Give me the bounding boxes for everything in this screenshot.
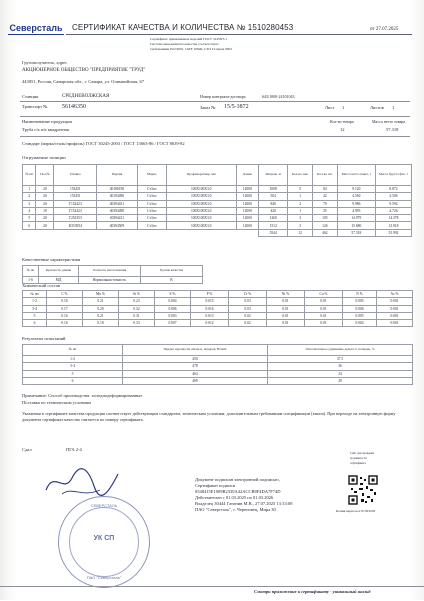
table-row <box>23 222 412 229</box>
company-stamp <box>58 496 150 588</box>
esign-line: Действителен с 01.03.2025 по 01.03.2026 <box>195 495 274 500</box>
note-production-method: Примечание: Способ производства: холоднодеформированные <box>22 393 143 398</box>
table-cell: 0.01 <box>305 312 343 319</box>
table-cell: 0.01 <box>305 298 343 305</box>
col-header: Ni % <box>267 291 305 298</box>
table-cell: 100Х100Х3.0 <box>166 215 236 222</box>
col-header: S % <box>155 291 191 298</box>
stamp-top-text: СЕВЕРСТАЛЬ <box>90 503 118 508</box>
table-cell: 40180190 <box>97 186 137 193</box>
table-cell: 34 <box>268 370 413 377</box>
table-cell: 0.01 <box>267 312 305 319</box>
table-cell: 0.01 <box>267 298 305 305</box>
positions-table <box>22 164 412 237</box>
table-cell: Ст3сп <box>137 186 166 193</box>
table-cell: 0.21 <box>83 298 119 305</box>
product-mass-label: Масса нетто товара <box>372 119 406 124</box>
contract-value: 643/1000-24101043 <box>262 94 295 99</box>
table-cell: 3 <box>23 200 36 207</box>
table-cell: Г152423 <box>54 207 97 214</box>
table-cell: 153451 <box>54 186 97 193</box>
table-cell: 12000 <box>236 186 258 193</box>
table-cell: 84 <box>313 186 338 193</box>
col-header: Предел прочности сигма-в, поперек, Н/мм2 <box>123 345 268 356</box>
product-qty: 12 <box>340 127 345 132</box>
table-cell: 3 <box>288 215 313 222</box>
esign-line: ПАО "Северсталь", г. Череповец, Мира 30 <box>195 507 276 512</box>
table-cell: 0.005 <box>343 312 377 319</box>
table-cell: 12000 <box>236 207 258 214</box>
col-header: № пп <box>23 266 39 277</box>
product-mass: 57.318 <box>386 127 399 132</box>
table-cell: 0.006 <box>343 305 377 312</box>
col-header: Партия <box>97 165 137 186</box>
table-cell: 6 <box>23 320 47 327</box>
table-cell: 0.001 <box>377 298 413 305</box>
table-row <box>23 370 413 377</box>
sheets-label: Листов <box>370 105 384 110</box>
table-cell: 126 <box>313 222 338 229</box>
table-cell: Ст3сп <box>137 222 166 229</box>
qr-caption-line: сертификата <box>350 461 366 465</box>
table-cell: 10 <box>36 207 54 214</box>
table-cell: Г252353 <box>54 215 97 222</box>
col-header: As % <box>377 291 413 298</box>
table-cell: 29 <box>268 377 413 384</box>
stamp-center-text: УК СП <box>93 535 115 542</box>
table-cell: 1-6 <box>23 277 39 284</box>
table-cell: 2 <box>23 193 36 200</box>
order-value: 15/5-3872 <box>224 104 249 110</box>
chemistry-label: Химический состав <box>22 283 60 288</box>
table-row <box>23 363 413 370</box>
chemistry-header-row <box>23 291 413 298</box>
esign-line: Документ подписан электронной подписью, <box>195 477 280 482</box>
brand-name: Северсталь <box>9 23 63 33</box>
qr-caption-line: Сайт для проверки <box>350 451 375 455</box>
col-header: Mn % <box>83 291 119 298</box>
product-qty-label: Кол-во товара <box>330 119 354 124</box>
col-header: Относительное удлинение дельта-5, поперек, % <box>268 345 413 356</box>
table-cell: 8.872 <box>375 186 411 193</box>
table-cell: 0.001 <box>377 312 413 319</box>
esign-line: Сертификат подписи <box>195 483 236 488</box>
table-cell: 0.01 <box>305 320 343 327</box>
table-cell: 1 <box>288 193 313 200</box>
table-cell: 12000 <box>236 215 258 222</box>
table-cell: 20 <box>36 222 54 229</box>
severstal-logo <box>8 22 64 35</box>
table-cell: 9.592 <box>375 200 411 207</box>
table-cell: 0.32 <box>119 305 155 312</box>
order-label: Заказ № <box>200 105 216 110</box>
total-packs: 12 <box>288 229 313 236</box>
table-cell: 100Х100Х3.0 <box>166 193 236 200</box>
table-cell: 0.012 <box>191 320 229 327</box>
table-cell: 0.02 <box>229 320 267 327</box>
sheet-value: 1 <box>342 105 345 110</box>
table-row <box>23 298 413 305</box>
table-cell: 12000 <box>236 200 258 207</box>
chemistry-table <box>22 290 413 327</box>
col-header: Профилеразмер, мм <box>166 165 236 186</box>
table-cell: 1-2 <box>23 298 47 305</box>
col-header: № пп <box>23 345 123 356</box>
table-cell: 0.16 <box>47 298 83 305</box>
table-cell: 0.17 <box>47 305 83 312</box>
qr-code-icon[interactable] <box>348 475 378 505</box>
tests-label: Результаты испытаний <box>22 336 66 341</box>
table-cell: 20 <box>36 215 54 222</box>
tests-table <box>22 344 413 385</box>
table-row <box>23 200 412 207</box>
table-cell: 0.006 <box>155 305 191 312</box>
table-cell: 0.007 <box>155 320 191 327</box>
table-cell: 20 <box>36 200 54 207</box>
col-header: Поз.№ <box>36 165 54 186</box>
table-cell: 0.01 <box>267 305 305 312</box>
cert-line-3: требованиям ISO 9001, IATF 16949, СТО Газпром 9001 <box>150 47 233 51</box>
col-header: Cr % <box>229 291 267 298</box>
table-cell: 0.21 <box>83 312 119 319</box>
table-cell: 0.005 <box>343 298 377 305</box>
table-cell: 0.003 <box>155 312 191 319</box>
table-cell: 42 <box>313 193 338 200</box>
total-pieces: 462 <box>313 229 338 236</box>
table-cell: 464 <box>123 370 268 377</box>
table-cell: 1 <box>23 186 36 193</box>
table-cell: 12000 <box>236 193 258 200</box>
table-cell: 1512 <box>259 222 288 229</box>
table-cell: 153451 <box>54 193 97 200</box>
table-cell: 504 <box>259 193 288 200</box>
table-cell: 6 <box>23 377 123 384</box>
table-cell: 35 <box>313 207 338 214</box>
table-cell: 1260 <box>259 215 288 222</box>
table-cell: МД <box>39 277 79 284</box>
product-name-label: Наименование продукции <box>22 119 72 124</box>
table-cell: 12000 <box>236 222 258 229</box>
quality-label: Качественные характеристики <box>22 257 81 262</box>
table-cell: 6 <box>23 222 36 229</box>
positions-label: Отгружаемые позиции <box>22 155 66 160</box>
product-divider-2 <box>20 136 410 137</box>
table-cell: 100Х100Х3.0 <box>166 186 236 193</box>
table-cell: 0.01 <box>305 305 343 312</box>
consignee-label: Грузополучатель, адрес <box>22 60 68 65</box>
consignee-address: 443051, Россия, Самарская обл., г. Самара, ул. Олимпийская, 67 <box>22 79 144 84</box>
table-cell: 0.16 <box>47 320 83 327</box>
table-cell: 40394490 <box>97 207 137 214</box>
tests-header-row <box>23 345 413 356</box>
total-gross-mass: 55.992 <box>375 229 411 236</box>
col-header: Плавка <box>54 165 97 186</box>
col-header: Кол-во шт. <box>313 165 338 186</box>
col-header: Si % <box>119 291 155 298</box>
consignee-name: АКЦИОНЕРНОЕ ОБЩЕСТВО "ПРЕДПРИЯТИЕ "ТРУД" <box>22 68 146 73</box>
quality-header-row <box>23 266 203 277</box>
table-cell: 40394509 <box>97 222 137 229</box>
table-cell: 105 <box>313 215 338 222</box>
table-cell: 1 <box>288 207 313 214</box>
table-cell: Ст3сп <box>137 215 166 222</box>
handed-over-label: Сдал <box>22 447 32 452</box>
table-cell: Ст3сп <box>137 193 166 200</box>
table-row <box>23 186 412 193</box>
table-cell: 0.23 <box>119 298 155 305</box>
note-delivery: Поставка по техническим условиям <box>22 400 91 405</box>
contract-label: Номер контракта-договора <box>200 94 246 99</box>
table-cell: 4.506 <box>375 193 411 200</box>
wagon-label: Транспорт № <box>22 104 48 109</box>
quality-table <box>22 265 203 284</box>
table-cell: 3 <box>288 222 313 229</box>
table-cell: 0.03 <box>229 305 267 312</box>
table-cell: Ст3сп <box>137 200 166 207</box>
table-cell: 4 <box>23 207 36 214</box>
table-cell: 0.16 <box>47 312 83 319</box>
shipment-divider <box>20 101 410 102</box>
sheet-label: Лист <box>325 105 335 110</box>
qr-caption-line: подлинности <box>350 456 367 460</box>
table-cell: 478 <box>123 363 268 370</box>
handed-over-code: ПГА 2-4 <box>66 447 82 452</box>
handwritten-signature <box>42 464 122 500</box>
col-header: Кол-во пак. <box>288 165 313 186</box>
stamp-inner-ring <box>69 507 139 577</box>
table-cell: Г152423 <box>54 200 97 207</box>
table-cell: 1-2 <box>23 356 123 363</box>
total-meterage: 5544 <box>259 229 288 236</box>
table-cell: 1008 <box>259 186 288 193</box>
table-row <box>23 320 413 327</box>
table-row <box>23 215 412 222</box>
table-row <box>23 377 413 384</box>
table-cell: 0.20 <box>83 305 119 312</box>
table-cell: 0.02 <box>229 312 267 319</box>
col-header: Метраж, м <box>259 165 288 186</box>
table-cell: 100Х100Х3.0 <box>166 200 236 207</box>
table-cell: 2 <box>288 200 313 207</box>
product-divider <box>20 116 410 117</box>
total-net-mass: 57.318 <box>337 229 375 236</box>
compliance-paragraph: Указанная в сертификате качества продукция соответствует действующим стандартам, техническим условиям, дополнительным требованиям спецификации (заказа). При переходе на электронную форму документа сертификат качества считается по номеру сертификата. <box>22 411 396 422</box>
table-row <box>23 312 413 319</box>
table-row <box>23 193 412 200</box>
table-cell: Ст3сп <box>137 207 166 214</box>
table-cell: 5 <box>23 312 47 319</box>
cert-line-2: Система менеджмента качества соответствует <box>150 42 219 46</box>
table-cell: 0.18 <box>83 320 119 327</box>
table-cell: 13.918 <box>375 222 411 229</box>
table-cell: 3-4 <box>23 363 123 370</box>
table-cell: 0.33 <box>119 320 155 327</box>
table-cell: 37.5 <box>268 356 413 363</box>
table-cell: 14.378 <box>375 215 411 222</box>
col-header: Точность изготовления <box>79 266 141 277</box>
certificate-date: от 27.07.2025 <box>370 27 399 32</box>
table-cell: 70 <box>313 200 338 207</box>
col-header: Марка <box>137 165 166 186</box>
table-cell: 40394411 <box>97 215 137 222</box>
col-header: N % <box>343 291 377 298</box>
table-cell: 450 <box>123 356 268 363</box>
table-cell: 0.015 <box>191 298 229 305</box>
positions-header-row <box>23 165 412 186</box>
copy-verified-note: Копия верна кол 01503203 <box>336 509 376 513</box>
table-cell: 0.01 <box>267 320 305 327</box>
certificate-title: СЕРТИФИКАТ КАЧЕСТВА И КОЛИЧЕСТВА № 1510280453 <box>72 23 294 32</box>
table-cell: 14.979 <box>337 215 375 222</box>
table-cell: 469 <box>123 377 268 384</box>
product-name: Труба г/к п/к квадратная <box>22 127 69 132</box>
col-header: Масса нетто пакет, т <box>337 165 375 186</box>
electronic-signature-block <box>195 478 305 522</box>
table-row <box>23 356 413 363</box>
table-cell: 5 <box>23 215 36 222</box>
totals-row <box>23 229 412 236</box>
table-cell: 9.986 <box>337 200 375 207</box>
table-cell: Нормальная точность <box>79 277 141 284</box>
col-header: Масса брутто фак. т <box>375 165 411 186</box>
table-cell: К353954 <box>54 222 97 229</box>
table-cell: 4.726 <box>375 207 411 214</box>
col-header: № пп <box>23 291 47 298</box>
col-header: Кратность длины <box>39 266 79 277</box>
product-standard: Стандарт (марка/сталь/профиль) ГОСТ 30245-2003 / ГОСТ 13663-86 / ГОСТ 8639-82 <box>22 141 185 146</box>
table-cell: 20 <box>36 193 54 200</box>
esign-line: 0548415E1009B2339A42ACCB8F4DA7F74D <box>195 489 281 494</box>
station-label: Станция <box>22 94 39 99</box>
sheets-value: 1 <box>392 105 395 110</box>
table-cell: 36 <box>268 363 413 370</box>
table-row <box>23 207 412 214</box>
table-row <box>23 305 413 312</box>
table-cell: 5 <box>288 186 313 193</box>
table-cell: 0.004 <box>343 320 377 327</box>
table-cell: 100Х100Х3.0 <box>166 222 236 229</box>
col-header: № пп <box>23 165 36 186</box>
table-cell: 0.03 <box>229 298 267 305</box>
table-cell: 20 <box>36 186 54 193</box>
table-cell: 0.001 <box>377 320 413 327</box>
stamp-bottom-text: ПАО "Северсталь" <box>86 575 122 580</box>
table-cell: 0.013 <box>191 312 229 319</box>
table-cell: 420 <box>259 207 288 214</box>
table-cell: 15.680 <box>337 222 375 229</box>
table-cell: 3-4 <box>23 305 47 312</box>
table-cell: 5 <box>23 370 123 377</box>
table-cell: 40394431 <box>97 200 137 207</box>
col-header: Cu % <box>305 291 343 298</box>
col-header: P % <box>191 291 229 298</box>
table-cell: 840 <box>259 200 288 207</box>
col-header: Группа качества <box>141 266 203 277</box>
table-cell: 4.993 <box>337 207 375 214</box>
wagon-value: 56146350 <box>62 104 86 110</box>
table-cell: 100Х100Х3.0 <box>166 207 236 214</box>
footer-attachment-note: Смотри приложение к сертификату - уникальный шильд <box>254 589 371 594</box>
cert-line-1: Сертификат применяемых изделий ГОСТ 31458/3.1 <box>150 37 228 41</box>
table-cell: 40194490 <box>97 193 137 200</box>
table-cell: 4.560 <box>337 193 375 200</box>
col-header: C % <box>47 291 83 298</box>
table-cell: 0.004 <box>155 298 191 305</box>
table-cell: 9.120 <box>337 186 375 193</box>
col-header: Длина <box>236 165 258 186</box>
table-cell: 0.31 <box>119 312 155 319</box>
esign-line: Владелец 30444 Гатонин М.В., 27.07.2025 13:33:08 <box>195 501 293 506</box>
station-value: СРЕДНЕВОЛЖСКАЯ <box>62 94 110 99</box>
table-cell: 0.016 <box>191 305 229 312</box>
table-cell: В <box>141 277 203 284</box>
table-cell: 0.001 <box>377 305 413 312</box>
